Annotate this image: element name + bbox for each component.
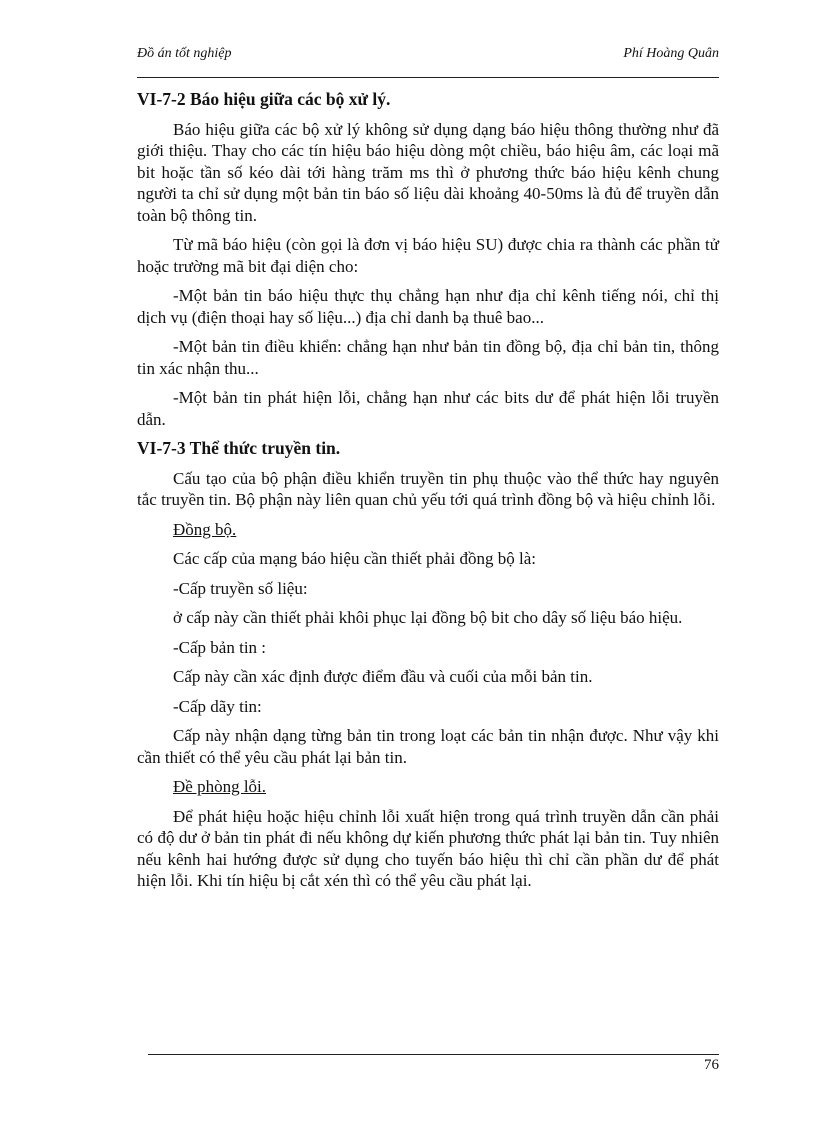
- footer-rule: [148, 1054, 719, 1055]
- paragraph: Báo hiệu giữa các bộ xử lý không sử dụng dạng báo hiệu thông thường như đã giới thiệu. Thay cho các tín hiệu báo hiệu dòng một chiều, báo hiệu âm, các loại mã bit hoặc tần số kéo dài tới hàng trăm ms thì ở phương thức báo hiệu kênh chung người ta chỉ sử dụng một bản tin báo số liệu dài khoảng 40-50ms là đủ để truyền dẫn toàn bộ thông tin.: [137, 119, 719, 225]
- subheading-error-prevention: [137, 776, 719, 798]
- page-number: 76: [704, 1057, 719, 1073]
- page-header: [137, 46, 719, 68]
- header-author: Phí Hoàng Quân: [623, 46, 719, 61]
- section-heading-transmission-protocol: VI-7-3 Thể thức truyền tin.: [137, 438, 341, 458]
- subheading-synchronization: [137, 519, 719, 541]
- page-body: [137, 89, 719, 900]
- section-heading-signaling-between-processors: VI-7-2 Báo hiệu giữa các bộ xử lý.: [137, 89, 391, 109]
- list-item: -Một bản tin điều khiển: chẳng hạn như bản tin đồng bộ, địa chỉ bản tin, thông tin xác nhận thu...: [137, 337, 719, 378]
- header-rule: [137, 77, 719, 78]
- paragraph: Các cấp của mạng báo hiệu cần thiết phải đồng bộ là:: [173, 549, 537, 568]
- list-item: -Cấp truyền số liệu:: [173, 578, 308, 598]
- paragraph: Từ mã báo hiệu (còn gọi là đơn vị báo hiệu SU) được chia ra thành các phần tử hoặc trường mã bit đại diện cho:: [137, 235, 719, 276]
- paragraph: Cấu tạo của bộ phận điều khiển truyền tin phụ thuộc vào thể thức hay nguyên tắc truyền tin. Bộ phận này liên quan chủ yếu tới quá trình đồng bộ và hiệu chỉnh lỗi.: [137, 468, 719, 509]
- paragraph: Cấp này cần xác định được điểm đầu và cuối của mỗi bản tin.: [173, 667, 593, 686]
- list-item: -Một bản tin báo hiệu thực thụ chẳng hạn như địa chỉ kênh tiếng nói, chỉ thị dịch vụ (điện thoại hay số liệu...) địa chỉ danh bạ thuê bao...: [137, 286, 719, 327]
- header-document-title: Đồ án tốt nghiệp: [137, 46, 232, 61]
- subheading-text: Đề phòng lỗi.: [173, 777, 267, 796]
- subheading-text: Đồng bộ.: [173, 519, 237, 539]
- paragraph: Cấp này nhận dạng từng bản tin trong loạt các bản tin nhận được. Như vậy khi cần thiết có thể yêu cầu phát lại bản tin.: [137, 726, 719, 767]
- paragraph: Để phát hiệu hoặc hiệu chỉnh lỗi xuất hiện trong quá trình truyền dẫn cần phải có độ dư ở bản tin phát đi nếu không dự kiến phương thức phát lại bản tin. Tuy nhiên nếu kênh hai hướng được sử dụng cho tuyến báo hiệu thì chỉ cần phần dư để phát hiện lỗi. Khi tín hiệu bị cắt xén thì có thể yêu cầu phát lại.: [137, 806, 719, 890]
- list-item: -Cấp dãy tin:: [173, 696, 262, 716]
- paragraph: ở cấp này cần thiết phải khôi phục lại đồng bộ bit cho dây số liệu báo hiệu.: [173, 608, 683, 627]
- list-item: -Một bản tin phát hiện lỗi, chẳng hạn như các bits dư để phát hiện lỗi truyền dẫn.: [137, 388, 719, 429]
- list-item: -Cấp bản tin :: [173, 637, 267, 657]
